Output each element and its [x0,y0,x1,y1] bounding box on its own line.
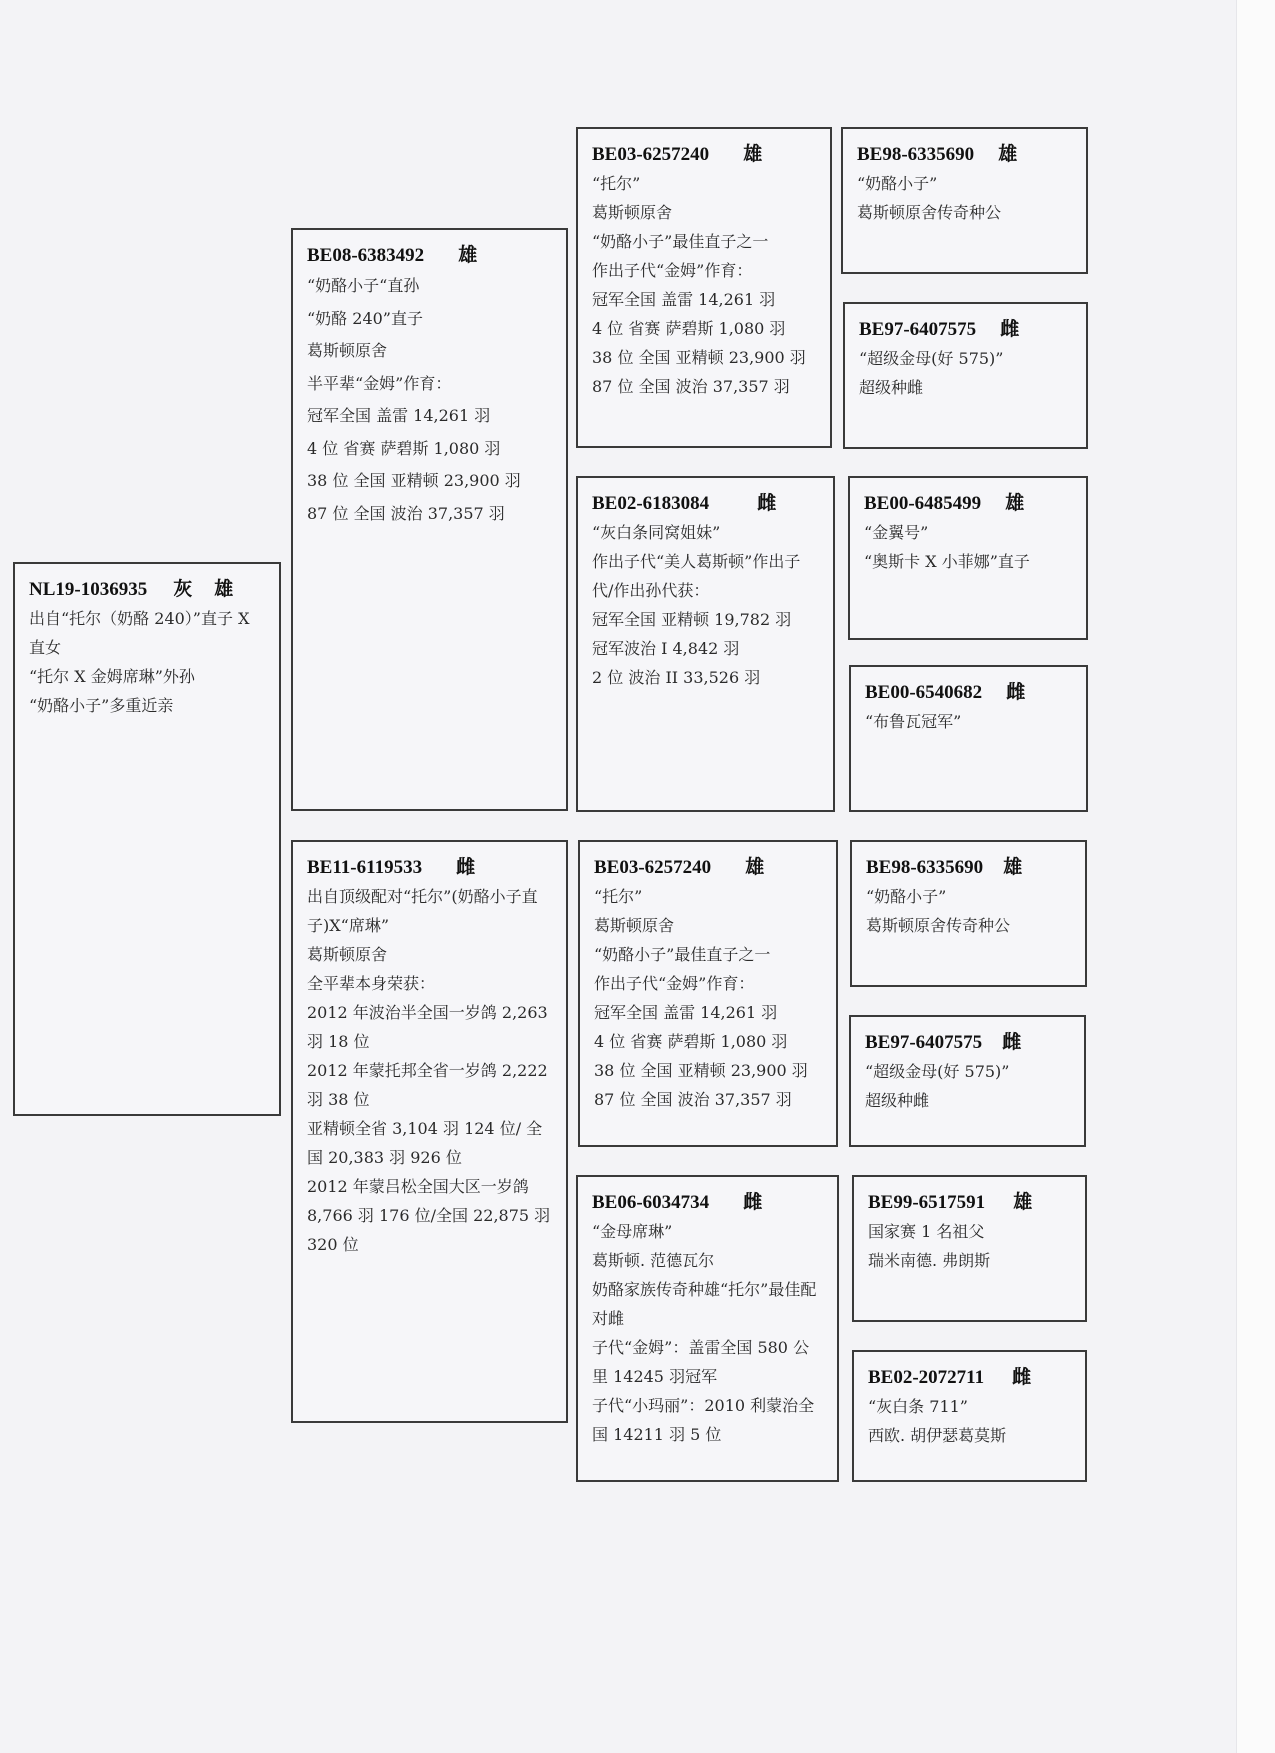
sex-label: 雄 [1005,493,1025,514]
info-line: 葛斯顿原舍 [594,916,675,935]
info-line: “托尔” [594,887,643,906]
sex-label: 雄 [998,144,1018,165]
info-line: 38 位 全国 亚精顿 23,900 羽 [592,348,806,367]
info-line: 作出子代“美人葛斯顿”作出子代/作出孙代获： [592,552,801,600]
info-line: “奶酪 240”直子 [307,308,423,328]
info-line: 出自顶级配对“托尔”(奶酪小子直子)X“席琳” [307,887,538,935]
info-line: 全平辈本身荣获： [307,974,436,993]
sex-label: 雌 [1002,1032,1022,1053]
sire-dam-card [576,476,835,812]
great-grandparent-card-1 [841,127,1088,274]
dam-header [307,852,554,879]
card-header [857,139,1074,166]
info-line: “灰白条 711” [868,1397,968,1416]
sex-label: 雄 [743,144,763,165]
sire-sire-header [592,139,818,166]
info-line: “超级金母(好 575)” [865,1062,1010,1081]
ring-number: BE99-6517591 [868,1192,986,1213]
info-line: 冠军波治 I 4,842 羽 [592,639,740,658]
sex-label: 雌 [1006,682,1026,703]
info-line: 2012 年波治半全国一岁鸽 2,263 羽 18 位 [307,1003,548,1051]
info-line: 子代“金姆”：盖雷全国 580 公里 14245 羽冠军 [592,1338,810,1386]
info-line: 38 位 全国 亚精顿 23,900 羽 [594,1061,808,1080]
info-line: “奶酪小子” [857,174,938,193]
info-line: 2012 年蒙托邦全省一岁鸽 2,222 羽 38 位 [307,1061,548,1109]
info-line: 4 位 省赛 萨碧斯 1,080 羽 [307,438,501,458]
great-grandparent-card-2 [843,302,1088,449]
ring-number: BE97-6407575 [859,319,977,340]
info-line: “金母席琳” [592,1222,673,1241]
info-line: 87 位 全国 波治 37,357 羽 [594,1090,792,1109]
ring-number: BE00-6485499 [864,493,982,514]
sire-header [307,240,554,267]
info-line: 2 位 波治 II 33,526 羽 [592,668,761,687]
ring-number: BE98-6335690 [866,857,984,878]
great-grandparent-card-6 [849,1015,1086,1147]
dam-dam-header [592,1187,825,1214]
info-line: 2012 年蒙吕松全国大区一岁鸽 8,766 羽 176 位/全国 22,875 羽 320 位 [307,1177,551,1254]
ring-number: BE03-6257240 [594,857,712,878]
sex-label: 雄 [1003,857,1023,878]
info-line: “奶酪小子”最佳直子之一 [594,945,771,964]
card-header [868,1362,1073,1389]
info-line: 葛斯顿原舍传奇种公 [866,916,1011,935]
sex-label: 雌 [1012,1367,1032,1388]
info-line: 葛斯顿原舍 [307,341,388,360]
dam-sire-card [578,840,838,1147]
dam-card [291,840,568,1423]
info-line: 葛斯顿原舍 [307,945,388,964]
info-line: 奶酪家族传奇种雄“托尔”最佳配对雌 [592,1280,817,1328]
sex-label: 雄 [1013,1192,1033,1213]
info-line: 瑞米南德. 弗朗斯 [868,1251,991,1270]
ring-number: BE06-6034734 [592,1192,710,1213]
great-grandparent-card-5 [850,840,1087,987]
sex-label: 雄 [458,245,478,266]
page-right-edge [1236,0,1275,1753]
card-header [865,1027,1072,1054]
info-line: “灰白条同窝姐妹” [592,523,721,542]
ring-number: BE08-6383492 [307,245,425,266]
info-line: 作出子代“金姆”作育： [592,261,753,280]
card-header [866,852,1073,879]
info-line: 87 位 全国 波治 37,357 羽 [592,377,790,396]
info-line: 国家赛 1 名祖父 [868,1222,985,1241]
info-line: 冠军全国 盖雷 14,261 羽 [594,1003,778,1022]
card-header [864,488,1074,515]
info-line: 4 位 省赛 萨碧斯 1,080 羽 [594,1032,788,1051]
info-line: 半平辈“金姆”作育： [307,373,452,393]
card-header [868,1187,1073,1214]
info-line: 冠军全国 亚精顿 19,782 羽 [592,610,792,629]
info-line: “布鲁瓦冠军” [865,712,962,731]
info-line: 超级种雌 [865,1091,930,1110]
ring-number: BE97-6407575 [865,1032,983,1053]
sex-label: 雌 [456,857,476,878]
info-line: “金翼号” [864,523,929,542]
info-line: “托尔 X 金姆席琳”外孙 [29,667,195,686]
info-line: “奶酪小子”最佳直子之一 [592,232,769,251]
sex-label: 雄 [214,579,234,600]
root-header [29,574,267,601]
info-line: 出自“托尔（奶酪 240）”直子 X 直女 [29,609,250,657]
sire-card [291,228,568,811]
info-line: 4 位 省赛 萨碧斯 1,080 羽 [592,319,786,338]
ring-number: BE00-6540682 [865,682,983,703]
info-line: “超级金母(好 575)” [859,349,1004,368]
great-grandparent-card-3 [848,476,1088,640]
ring-number: NL19-1036935 [29,579,148,600]
great-grandparent-card-7 [852,1175,1087,1322]
info-line: 超级种雌 [859,378,924,397]
info-line: 冠军全国 盖雷 14,261 羽 [592,290,776,309]
info-line: “奶酪小子” [866,887,947,906]
ring-number: BE03-6257240 [592,144,710,165]
sex-label: 雌 [757,493,777,514]
info-line: “奶酪小子“直孙 [307,276,420,295]
info-line: 亚精顿全省 3,104 羽 124 位/ 全国 20,383 羽 926 位 [307,1119,543,1167]
info-line: “奥斯卡 X 小菲娜”直子 [864,552,1030,571]
sire-sire-card [576,127,832,448]
ring-number: BE11-6119533 [307,857,423,878]
info-line: 西欧. 胡伊瑟葛莫斯 [868,1426,1007,1445]
info-line: 子代“小玛丽”：2010 利蒙治全国 14211 羽 5 位 [592,1396,815,1444]
sire-dam-header [592,488,821,515]
info-line: 作出子代“金姆”作育： [594,974,755,993]
ring-number: BE02-6183084 [592,493,710,514]
info-line: 87 位 全国 波治 37,357 羽 [307,503,505,523]
great-grandparent-card-8 [852,1350,1087,1482]
info-line: 冠军全国 盖雷 14,261 羽 [307,406,491,425]
card-header [859,314,1074,341]
great-grandparent-card-4 [849,665,1088,812]
color-label: 灰 [173,579,193,600]
card-header [865,677,1074,704]
ring-number: BE02-2072711 [868,1367,985,1388]
info-line: 葛斯顿原舍传奇种公 [857,203,1002,222]
info-line: 葛斯顿原舍 [592,203,673,222]
info-line: “奶酪小子”多重近亲 [29,696,174,715]
info-line: 38 位 全国 亚精顿 23,900 羽 [307,471,521,490]
sex-label: 雌 [1000,319,1020,340]
sex-label: 雌 [743,1192,763,1213]
info-line: 葛斯顿. 范德瓦尔 [592,1251,715,1270]
pedigree-root-card [13,562,281,1116]
sex-label: 雄 [745,857,765,878]
dam-dam-card [576,1175,839,1482]
ring-number: BE98-6335690 [857,144,975,165]
info-line: “托尔” [592,174,641,193]
dam-sire-header [594,852,824,879]
